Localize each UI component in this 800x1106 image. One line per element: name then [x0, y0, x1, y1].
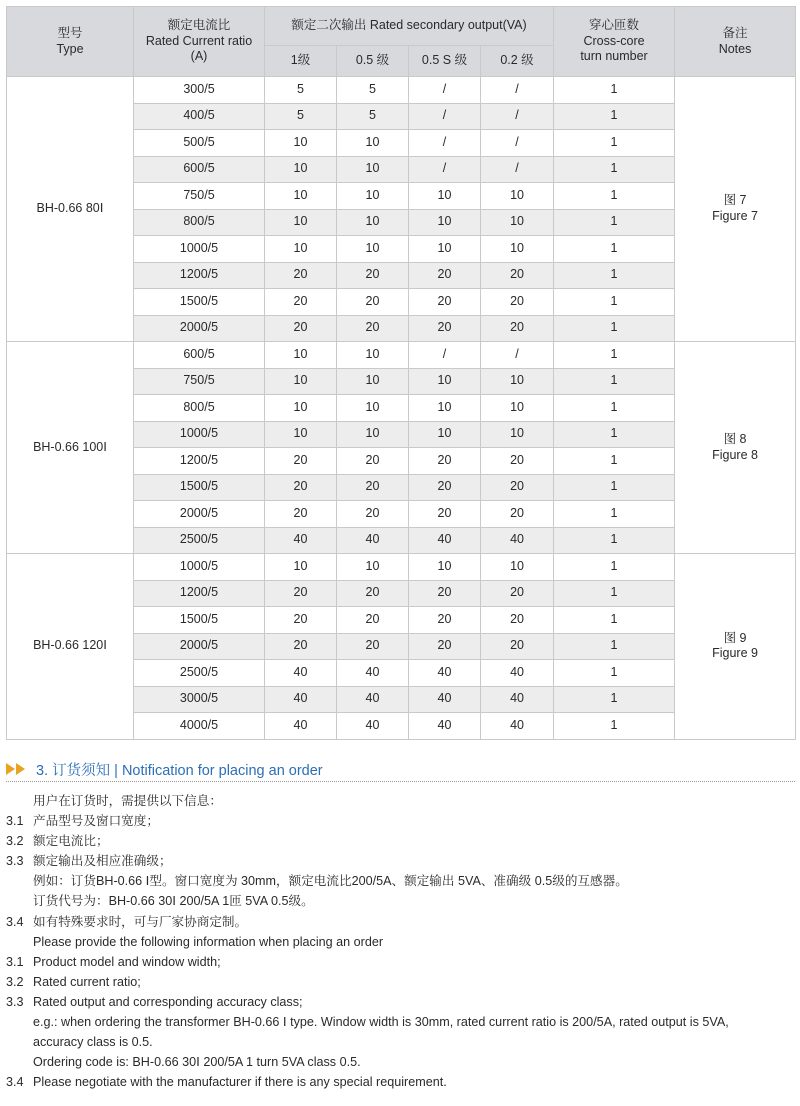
output-cell: 10: [337, 183, 409, 210]
note-line: [6, 891, 796, 911]
header-ratio: 额定电流比 Rated Current ratio (A): [134, 7, 265, 77]
line-text: accuracy class is 0.5.: [33, 1035, 153, 1050]
output-cell: 20: [481, 580, 554, 607]
order-notes: [6, 791, 796, 1092]
output-cell: 20: [337, 474, 409, 501]
turns-cell: 1: [554, 289, 675, 316]
output-cell: 10: [265, 342, 337, 369]
output-cell: 10: [337, 395, 409, 422]
model-cell: BH-0.66 100Ⅰ: [7, 342, 134, 554]
ratio-cell: 1200/5: [134, 262, 265, 289]
line-text: 订货代号为：BH-0.66 30Ⅰ 200/5A 1匝 5VA 0.5级。: [33, 894, 314, 909]
note-cell: [675, 77, 796, 342]
turns-cell: 1: [554, 156, 675, 183]
line-text: Product model and window width;: [33, 954, 221, 969]
note-line: [6, 912, 796, 932]
note-line: [6, 952, 796, 972]
turns-cell: 1: [554, 183, 675, 210]
output-cell: 40: [409, 686, 481, 713]
output-cell: 10: [265, 421, 337, 448]
turns-cell: 1: [554, 633, 675, 660]
output-cell: 20: [337, 262, 409, 289]
note-line: [6, 811, 796, 831]
note-cell: [675, 342, 796, 554]
line-number: [6, 871, 33, 891]
output-cell: 10: [409, 395, 481, 422]
output-cell: 40: [337, 713, 409, 740]
output-cell: 10: [409, 421, 481, 448]
output-cell: 20: [265, 501, 337, 528]
note-cn: 图 8: [723, 431, 747, 446]
note-line: [6, 972, 796, 992]
output-cell: 40: [481, 660, 554, 687]
line-number: 3.1: [6, 954, 24, 969]
output-cell: 10: [265, 236, 337, 263]
output-cell: 20: [265, 633, 337, 660]
line-number: 3.4: [6, 914, 24, 929]
ratio-cell: 500/5: [134, 130, 265, 157]
output-cell: 5: [265, 103, 337, 130]
line-number: 3.3: [6, 994, 24, 1009]
output-cell: 10: [337, 156, 409, 183]
output-cell: 20: [409, 315, 481, 342]
ratio-cell: 1500/5: [134, 607, 265, 634]
turns-cell: 1: [554, 368, 675, 395]
note-line: [6, 831, 796, 851]
output-cell: 40: [265, 686, 337, 713]
output-cell: 40: [409, 713, 481, 740]
ratio-cell: 800/5: [134, 209, 265, 236]
header-type: 型号 Type: [7, 7, 134, 77]
line-number: 3.2: [6, 974, 24, 989]
table-row: [7, 77, 796, 104]
output-cell: 40: [481, 713, 554, 740]
output-cell: 40: [265, 527, 337, 554]
output-cell: /: [481, 156, 554, 183]
output-cell: /: [481, 103, 554, 130]
line-number: 3.4: [6, 1075, 24, 1090]
spec-table-body: [7, 77, 796, 740]
turns-cell: 1: [554, 660, 675, 687]
turns-cell: 1: [554, 474, 675, 501]
ratio-cell: 2000/5: [134, 633, 265, 660]
output-cell: 20: [481, 633, 554, 660]
ratio-cell: 1500/5: [134, 289, 265, 316]
output-cell: 10: [337, 236, 409, 263]
section-heading: [6, 758, 323, 780]
output-cell: 20: [409, 501, 481, 528]
line-number: [6, 1032, 33, 1052]
turns-cell: 1: [554, 607, 675, 634]
line-text: Please provide the following information when placing an order: [33, 934, 384, 949]
ratio-cell: 300/5: [134, 77, 265, 104]
note-line: [6, 1032, 796, 1052]
output-cell: 20: [481, 262, 554, 289]
line-number: 3.2: [6, 834, 24, 849]
output-cell: 40: [409, 527, 481, 554]
output-cell: 10: [337, 130, 409, 157]
output-cell: 5: [337, 103, 409, 130]
output-cell: 20: [265, 315, 337, 342]
output-cell: 10: [481, 183, 554, 210]
output-cell: 5: [337, 77, 409, 104]
ratio-cell: 600/5: [134, 156, 265, 183]
output-cell: 10: [409, 554, 481, 581]
header-class-02: 0.2 级: [481, 46, 554, 77]
header-class-05: 0.5 级: [337, 46, 409, 77]
line-text: Please negotiate with the manufacturer if there is any special requirement.: [33, 1075, 447, 1090]
ratio-cell: 1000/5: [134, 236, 265, 263]
line-text: e.g.: when ordering the transformer BH-0.66 Ⅰ type. Window width is 30mm, rated current ratio is 200/5A, rated output is 5VA,: [33, 1015, 729, 1030]
output-cell: /: [481, 77, 554, 104]
output-cell: 20: [481, 448, 554, 475]
ratio-cell: 2000/5: [134, 315, 265, 342]
ratio-cell: 1200/5: [134, 580, 265, 607]
output-cell: 20: [337, 448, 409, 475]
turns-cell: 1: [554, 421, 675, 448]
line-text: Rated current ratio;: [33, 974, 141, 989]
line-number: 3.1: [6, 814, 24, 829]
note-cn: 图 7: [723, 193, 747, 208]
output-cell: 10: [481, 368, 554, 395]
output-cell: 10: [265, 130, 337, 157]
turns-cell: 1: [554, 262, 675, 289]
turns-cell: 1: [554, 103, 675, 130]
turns-cell: 1: [554, 209, 675, 236]
output-cell: 20: [337, 607, 409, 634]
output-cell: 20: [409, 633, 481, 660]
output-cell: /: [409, 130, 481, 157]
output-cell: 40: [481, 686, 554, 713]
output-cell: 20: [265, 289, 337, 316]
output-cell: 20: [481, 289, 554, 316]
line-text: 额定电流比；: [33, 834, 109, 849]
output-cell: /: [409, 103, 481, 130]
note-line: [6, 1012, 796, 1032]
output-cell: 10: [481, 395, 554, 422]
output-cell: 20: [265, 474, 337, 501]
turns-cell: 1: [554, 448, 675, 475]
output-cell: 20: [409, 607, 481, 634]
output-cell: 20: [481, 474, 554, 501]
line-text: 例如：订货BH-0.66 Ⅰ型。窗口宽度为 30mm，额定电流比200/5A、额定输出 5VA、准确级 0.5级的互感器。: [33, 874, 628, 889]
line-text: 用户在订货时，需提供以下信息：: [33, 794, 222, 808]
output-cell: 20: [481, 315, 554, 342]
output-cell: 10: [337, 421, 409, 448]
ratio-cell: 800/5: [134, 395, 265, 422]
double-arrow-icon: [6, 763, 26, 775]
line-number: [6, 1052, 33, 1072]
model-cell: BH-0.66 120Ⅰ: [7, 554, 134, 740]
output-cell: /: [409, 156, 481, 183]
output-cell: /: [409, 342, 481, 369]
output-cell: 10: [265, 156, 337, 183]
output-cell: 10: [337, 554, 409, 581]
turns-cell: 1: [554, 130, 675, 157]
ratio-cell: 2500/5: [134, 527, 265, 554]
output-cell: 5: [265, 77, 337, 104]
output-cell: 20: [337, 289, 409, 316]
output-cell: /: [409, 77, 481, 104]
note-line: [6, 932, 796, 952]
line-text: 如有特殊要求时，可与厂家协商定制。: [33, 914, 248, 929]
turns-cell: 1: [554, 236, 675, 263]
section-divider: [6, 781, 795, 782]
ratio-cell: 1200/5: [134, 448, 265, 475]
section-title: 3. 订货须知 | Notification for placing an order: [36, 762, 323, 779]
note-line: [6, 791, 796, 811]
output-cell: 20: [265, 580, 337, 607]
line-text: 产品型号及窗口宽度；: [33, 814, 159, 829]
note-line: [6, 871, 796, 891]
note-line: [6, 851, 796, 871]
note-line: [6, 1072, 796, 1092]
ratio-cell: 1500/5: [134, 474, 265, 501]
table-row: [7, 554, 796, 581]
output-cell: 40: [337, 527, 409, 554]
output-cell: 20: [265, 262, 337, 289]
note-line: [6, 1052, 796, 1072]
note-cn: 图 9: [723, 630, 747, 645]
ratio-cell: 2000/5: [134, 501, 265, 528]
turns-cell: 1: [554, 527, 675, 554]
turns-cell: 1: [554, 395, 675, 422]
line-number: [6, 791, 33, 811]
turns-cell: 1: [554, 554, 675, 581]
output-cell: 10: [337, 342, 409, 369]
ratio-cell: 2500/5: [134, 660, 265, 687]
output-cell: 20: [337, 501, 409, 528]
output-cell: 20: [265, 607, 337, 634]
output-cell: /: [481, 130, 554, 157]
output-cell: 40: [265, 713, 337, 740]
line-text: 额定输出及相应准确级；: [33, 854, 172, 869]
output-cell: 20: [409, 474, 481, 501]
line-number: [6, 891, 33, 911]
output-cell: 10: [481, 236, 554, 263]
ratio-cell: 1000/5: [134, 554, 265, 581]
output-cell: 20: [409, 289, 481, 316]
output-cell: 10: [481, 554, 554, 581]
turns-cell: 1: [554, 501, 675, 528]
note-en: Figure 8: [712, 447, 758, 462]
output-cell: 10: [409, 236, 481, 263]
output-cell: 10: [481, 209, 554, 236]
output-cell: 20: [337, 580, 409, 607]
turns-cell: 1: [554, 315, 675, 342]
output-cell: 40: [409, 660, 481, 687]
output-cell: 10: [409, 183, 481, 210]
output-cell: 40: [265, 660, 337, 687]
line-number: 3.3: [6, 854, 24, 869]
ratio-cell: 1000/5: [134, 421, 265, 448]
ratio-cell: 750/5: [134, 183, 265, 210]
ratio-cell: 750/5: [134, 368, 265, 395]
model-cell: BH-0.66 80Ⅰ: [7, 77, 134, 342]
output-cell: 20: [265, 448, 337, 475]
output-cell: 20: [409, 580, 481, 607]
output-cell: 10: [409, 368, 481, 395]
note-cell: [675, 554, 796, 740]
header-class-1: 1级: [265, 46, 337, 77]
output-cell: 40: [337, 660, 409, 687]
turns-cell: 1: [554, 77, 675, 104]
output-cell: 10: [265, 368, 337, 395]
header-class-05s: 0.5 S 级: [409, 46, 481, 77]
output-cell: 10: [265, 209, 337, 236]
output-cell: 10: [265, 554, 337, 581]
header-notes: 备注 Notes: [675, 7, 796, 77]
output-cell: /: [481, 342, 554, 369]
output-cell: 20: [481, 501, 554, 528]
ratio-cell: 600/5: [134, 342, 265, 369]
header-turns: 穿心匝数 Cross-core turn number: [554, 7, 675, 77]
turns-cell: 1: [554, 686, 675, 713]
output-cell: 10: [265, 183, 337, 210]
turns-cell: 1: [554, 713, 675, 740]
line-number: [6, 1012, 33, 1032]
output-cell: 10: [409, 209, 481, 236]
output-cell: 20: [337, 315, 409, 342]
note-en: Figure 9: [712, 646, 758, 661]
spec-table: [6, 6, 796, 740]
line-text: Rated output and corresponding accuracy class;: [33, 994, 303, 1009]
ratio-cell: 3000/5: [134, 686, 265, 713]
ratio-cell: 4000/5: [134, 713, 265, 740]
note-en: Figure 7: [712, 209, 758, 223]
output-cell: 10: [265, 395, 337, 422]
output-cell: 20: [481, 607, 554, 634]
output-cell: 20: [409, 448, 481, 475]
output-cell: 10: [481, 421, 554, 448]
header-output: 额定二次输出 Rated secondary output(VA): [265, 7, 554, 46]
output-cell: 10: [337, 368, 409, 395]
note-line: [6, 992, 796, 1012]
turns-cell: 1: [554, 342, 675, 369]
turns-cell: 1: [554, 580, 675, 607]
output-cell: 40: [337, 686, 409, 713]
output-cell: 20: [409, 262, 481, 289]
output-cell: 40: [481, 527, 554, 554]
line-text: Ordering code is: BH-0.66 30Ⅰ 200/5A 1 turn 5VA class 0.5.: [33, 1055, 361, 1070]
output-cell: 10: [337, 209, 409, 236]
line-number: [6, 932, 33, 952]
output-cell: 20: [337, 633, 409, 660]
ratio-cell: 400/5: [134, 103, 265, 130]
table-row: [7, 342, 796, 369]
